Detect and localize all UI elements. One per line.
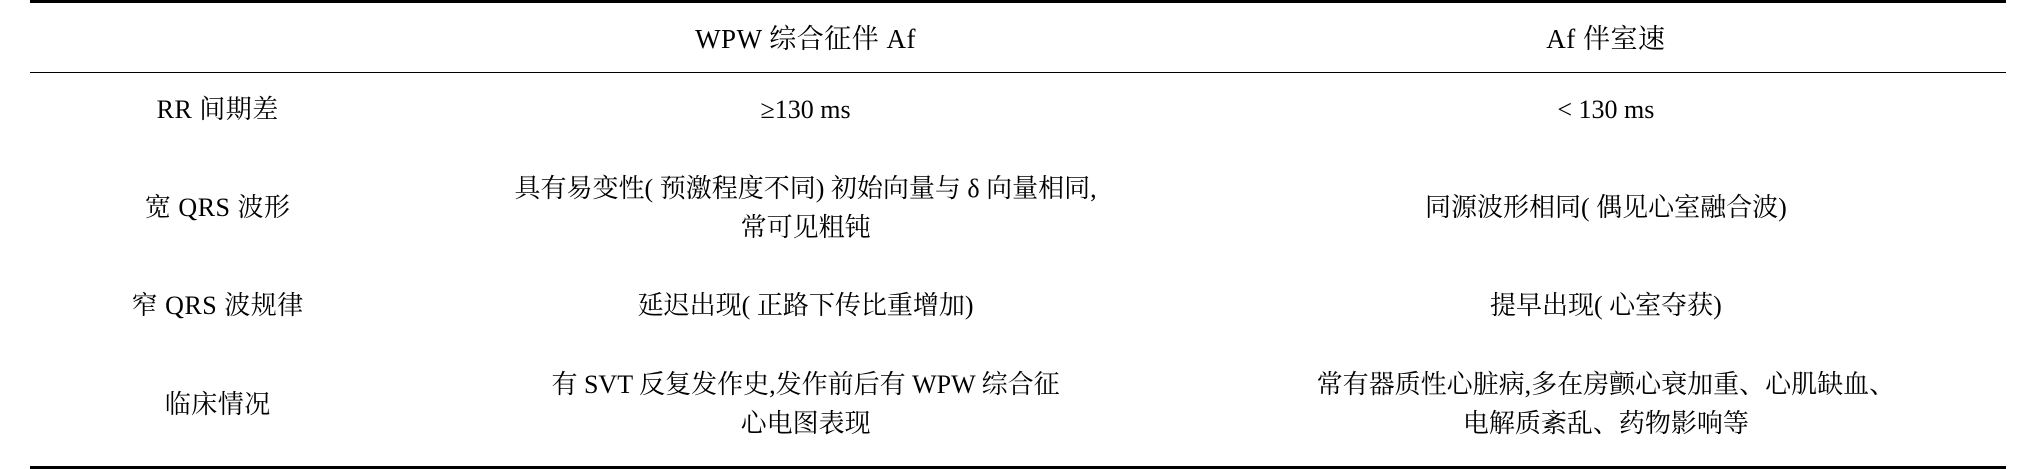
cell-af-vt	[1206, 269, 2006, 342]
comparison-table	[30, 0, 2006, 469]
table-body	[30, 73, 2006, 468]
row-label: 宽 QRS 波形	[144, 193, 291, 223]
cell-wpw-af	[405, 146, 1205, 269]
cell-line: 心电图表现	[740, 409, 871, 439]
cell-af-vt	[1206, 73, 2006, 147]
cell-line: 有 SVT 反复发作史,发作前后有 WPW 综合征	[551, 370, 1060, 400]
row-label: 临床情况	[164, 389, 271, 419]
cell-line: ≥130 ms	[760, 95, 851, 125]
cell-wpw-af	[405, 342, 1205, 467]
cell-line: 常可见粗钝	[740, 212, 871, 242]
table-header-row	[30, 2, 2006, 73]
cell-line: 电解质紊乱、药物影响等	[1462, 409, 1749, 439]
column-header-wpw-af: WPW 综合征伴 Af	[695, 24, 917, 54]
cell-af-vt	[1206, 342, 2006, 467]
column-header-af-vt: Af 伴室速	[1546, 24, 1666, 54]
cell-wpw-af	[405, 73, 1205, 147]
cell-line: 常有器质性心脏病,多在房颤心衰加重、心肌缺血、	[1316, 370, 1896, 400]
column-header-label	[30, 2, 405, 73]
cell-line: 延迟出现( 正路下传比重增加)	[637, 291, 974, 321]
cell-af-vt	[1206, 146, 2006, 269]
row-label: RR 间期差	[156, 95, 279, 125]
table-row	[30, 342, 2006, 467]
table-row	[30, 146, 2006, 269]
table-header	[30, 2, 2006, 73]
table-row	[30, 73, 2006, 147]
row-label: 窄 QRS 波规律	[131, 291, 304, 321]
cell-line: 具有易变性( 预激程度不同) 初始向量与 δ 向量相同,	[514, 173, 1097, 203]
cell-line: < 130 ms	[1557, 95, 1655, 125]
table-row	[30, 269, 2006, 342]
cell-line: 同源波形相同( 偶见心室融合波)	[1424, 193, 1787, 223]
cell-wpw-af	[405, 269, 1205, 342]
cell-line: 提早出现( 心室夺获)	[1489, 291, 1722, 321]
